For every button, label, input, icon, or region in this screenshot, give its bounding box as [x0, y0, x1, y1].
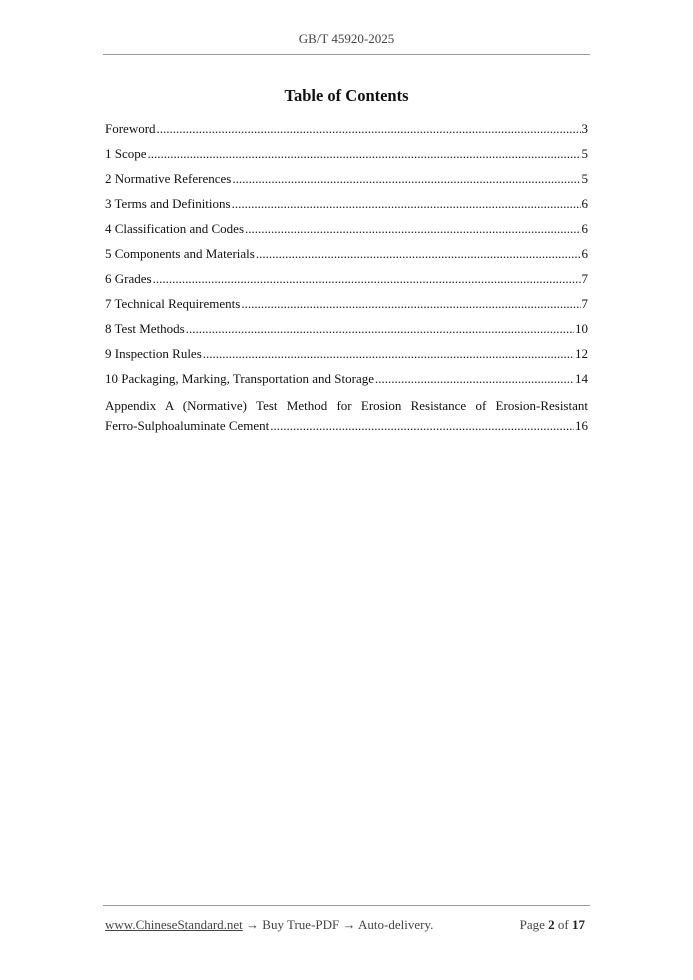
toc-leader	[157, 121, 581, 137]
total-pages-number: 17	[572, 917, 585, 932]
page-header	[0, 31, 693, 47]
toc-entry-text: 6 Grades	[105, 271, 152, 286]
toc-leader	[241, 296, 580, 312]
toc-entry-packaging[interactable]	[105, 371, 588, 396]
toc-leader	[375, 371, 574, 387]
buy-true-pdf-link[interactable]: Buy True-PDF	[262, 917, 340, 932]
page-indicator	[520, 917, 585, 933]
toc-entry-text: 8 Test Methods	[105, 321, 185, 336]
toc-entry-scope[interactable]	[105, 146, 588, 171]
toc-entry-text: 5 Components and Materials	[105, 246, 255, 261]
toc-leader	[232, 171, 580, 187]
toc-entry-text: 4 Classification and Codes	[105, 221, 245, 236]
toc-entry-normative-references[interactable]	[105, 171, 588, 196]
toc-entry-terms-definitions[interactable]	[105, 196, 588, 221]
toc-leader	[186, 321, 574, 337]
toc-entry-page: 5	[581, 146, 588, 161]
toc-title: Table of Contents	[284, 86, 409, 105]
footer-divider	[103, 905, 590, 906]
current-page-number: 2	[548, 917, 555, 932]
toc-entry-text-line2: Ferro-Sulphoaluminate Cement	[105, 418, 270, 433]
toc-entry-page: 14	[575, 371, 588, 386]
website-link[interactable]: www.ChineseStandard.net	[105, 917, 243, 932]
toc-entry-text-line1: Appendix A (Normative) Test Method for Erosion Resistance of Erosion-Resistant	[105, 398, 588, 413]
toc-leader	[270, 416, 574, 436]
toc-leader	[245, 221, 580, 237]
toc-leader	[153, 271, 581, 287]
toc-entry-grades[interactable]	[105, 271, 588, 296]
toc-entry-text: 10 Packaging, Marking, Transportation and Storage	[105, 371, 374, 386]
toc-entry-page: 12	[575, 346, 588, 361]
toc-entry-page: 7	[581, 296, 588, 311]
toc-entry-text: 1 Scope	[105, 146, 147, 161]
toc-leader	[256, 246, 581, 262]
document-id: GB/T 45920-2025	[298, 31, 395, 46]
toc-entry-components-materials[interactable]	[105, 246, 588, 271]
toc-leader	[148, 146, 581, 162]
toc-entry-text: 7 Technical Requirements	[105, 296, 241, 311]
toc-entry-classification-codes[interactable]	[105, 221, 588, 246]
toc-entry-appendix-a[interactable]	[105, 396, 588, 436]
header-divider	[103, 54, 590, 55]
toc-entry-page: 3	[581, 121, 588, 136]
toc-entry-page: 10	[575, 321, 588, 336]
of-label: of	[557, 917, 569, 932]
table-of-contents	[105, 121, 588, 436]
toc-entry-page: 6	[581, 196, 588, 211]
toc-entry-page: 7	[581, 271, 588, 286]
toc-entry-text: 2 Normative References	[105, 171, 232, 186]
arrow-right-icon: →	[246, 917, 260, 932]
toc-entry-line2	[105, 416, 588, 436]
toc-entry-test-methods[interactable]	[105, 321, 588, 346]
toc-entry-page: 5	[581, 171, 588, 186]
toc-entry-inspection-rules[interactable]	[105, 346, 588, 371]
toc-entry-technical-requirements[interactable]	[105, 296, 588, 321]
page-label: Page	[519, 917, 545, 932]
footer-promo	[105, 917, 433, 933]
toc-entry-page: 6	[581, 221, 588, 236]
toc-entry-text: 3 Terms and Definitions	[105, 196, 231, 211]
auto-delivery-text: Auto-delivery.	[358, 917, 434, 932]
toc-leader	[203, 346, 574, 362]
toc-entry-text: Foreword	[105, 121, 156, 136]
toc-entry-page: 6	[581, 246, 588, 261]
arrow-right-icon: →	[342, 917, 356, 932]
toc-entry-text: 9 Inspection Rules	[105, 346, 202, 361]
toc-leader	[232, 196, 581, 212]
toc-entry-page: 16	[575, 418, 588, 433]
toc-entry-foreword[interactable]	[105, 121, 588, 146]
